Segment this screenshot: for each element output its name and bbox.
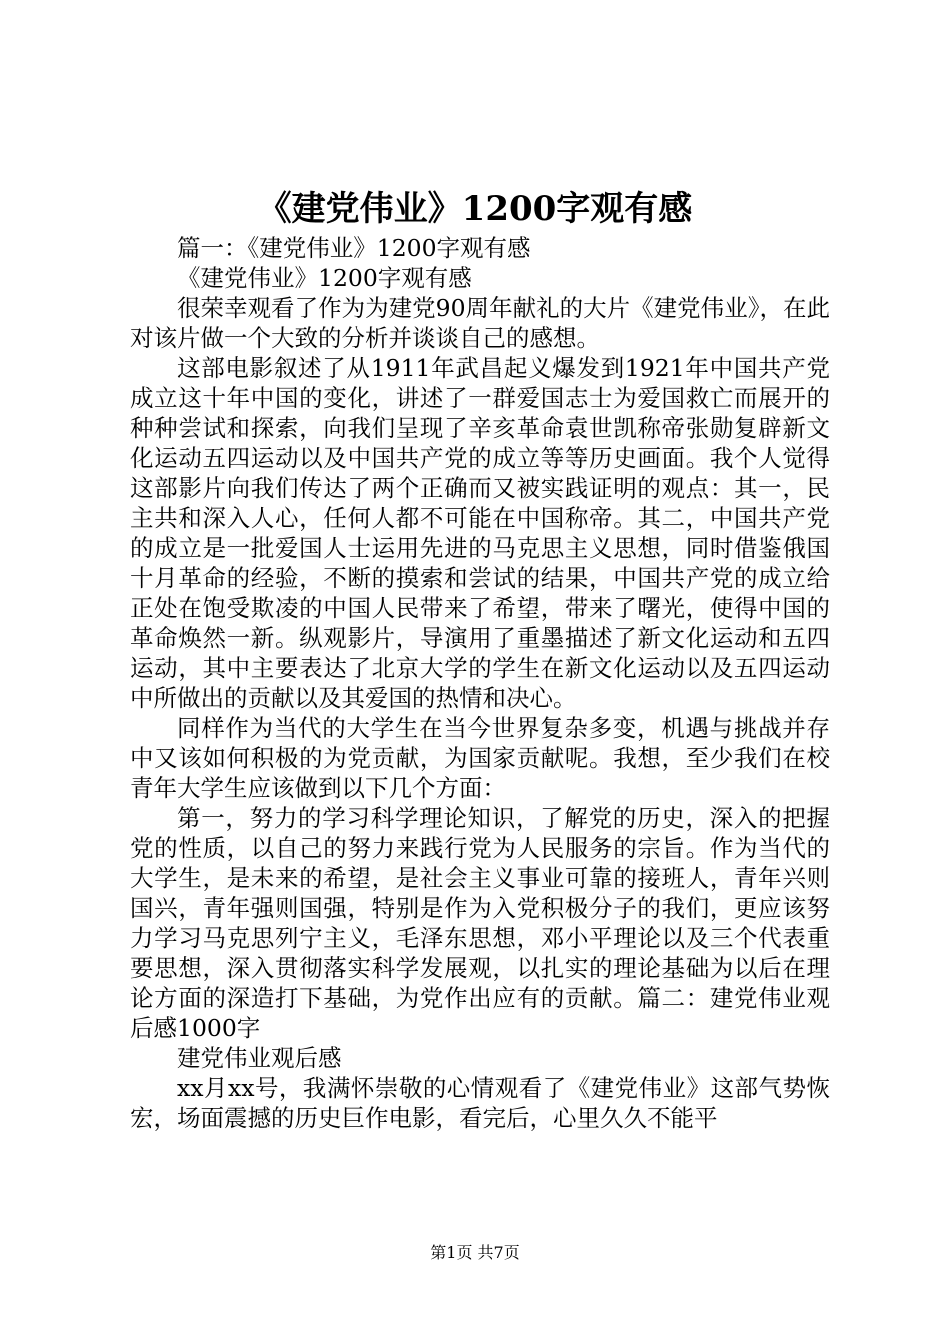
paragraph-3: 很荣幸观看了作为为建党90周年献礼的大片《建党伟业》，在此对该片做一个大致的分析并谈谈自己的感想。 bbox=[130, 294, 830, 352]
paragraph-7: 建党伟业观后感 bbox=[177, 1044, 342, 1072]
paragraph-4: 这部电影叙述了从1911年武昌起义爆发到1921年中国共产党成立这十年中国的变化，讲述了一群爱国志士为爱国救亡而展开的种种尝试和探索，向我们呈现了辛亥革命袁世凯称帝张勋复辟新文化运动五四运动以及中国共产党的成立等等历史画面。我个人觉得这部影片向我们传达了两个正确而又被实践证明的观点：其一，民主共和深入人心，任何人都不可能在中国称帝。其二，中国共产党的成立是一批爱国人士运用先进的马克思主义思想，同时借鉴俄国十月革命的经验，不断的摸索和尝试的结果，中国共产党的成立给正处在饱受欺凌的中国人民带来了希望，带来了曙光，使得中国的革命焕然一新。纵观影片，导演用了重墨描述了新文化运动和五四运动，其中主要表达了北京大学的学生在新文化运动以及五四运动中所做出的贡献以及其爱国的热情和决心。 bbox=[130, 354, 830, 712]
document-body bbox=[130, 233, 830, 1133]
paragraph-1: 篇一：《建党伟业》1200字观有感 bbox=[177, 234, 531, 262]
paragraph-8: xx月xx号，我满怀崇敬的心情观看了《建党伟业》这部气势恢宏，场面震撼的历史巨作电影，看完后，心里久久不能平 bbox=[130, 1074, 830, 1132]
page-indicator: 第1页 共7页 bbox=[430, 1243, 520, 1262]
paragraph-5: 同样作为当代的大学生在当今世界复杂多变，机遇与挑战并存中又该如何积极的为党贡献，为国家贡献呢。我想，至少我们在校青年大学生应该做到以下几个方面： bbox=[130, 714, 830, 802]
paragraph-2: 《建党伟业》1200字观有感 bbox=[177, 264, 472, 292]
paragraph-6: 第一，努力的学习科学理论知识，了解党的历史，深入的把握党的性质，以自己的努力来践行党为人民服务的宗旨。作为当代的大学生，是未来的希望，是社会主义事业可靠的接班人，青年兴则国兴，青年强则国强，特别是作为入党积极分子的我们，更应该努力学习马克思列宁主义，毛泽东思想，邓小平理论以及三个代表重要思想，深入贯彻落实科学发展观，以扎实的理论基础为以后在理论方面的深造打下基础，为党作出应有的贡献。篇二：建党伟业观后感1000字 bbox=[130, 804, 830, 1042]
document-title: 《建党伟业》1200字观有感 bbox=[257, 189, 693, 229]
